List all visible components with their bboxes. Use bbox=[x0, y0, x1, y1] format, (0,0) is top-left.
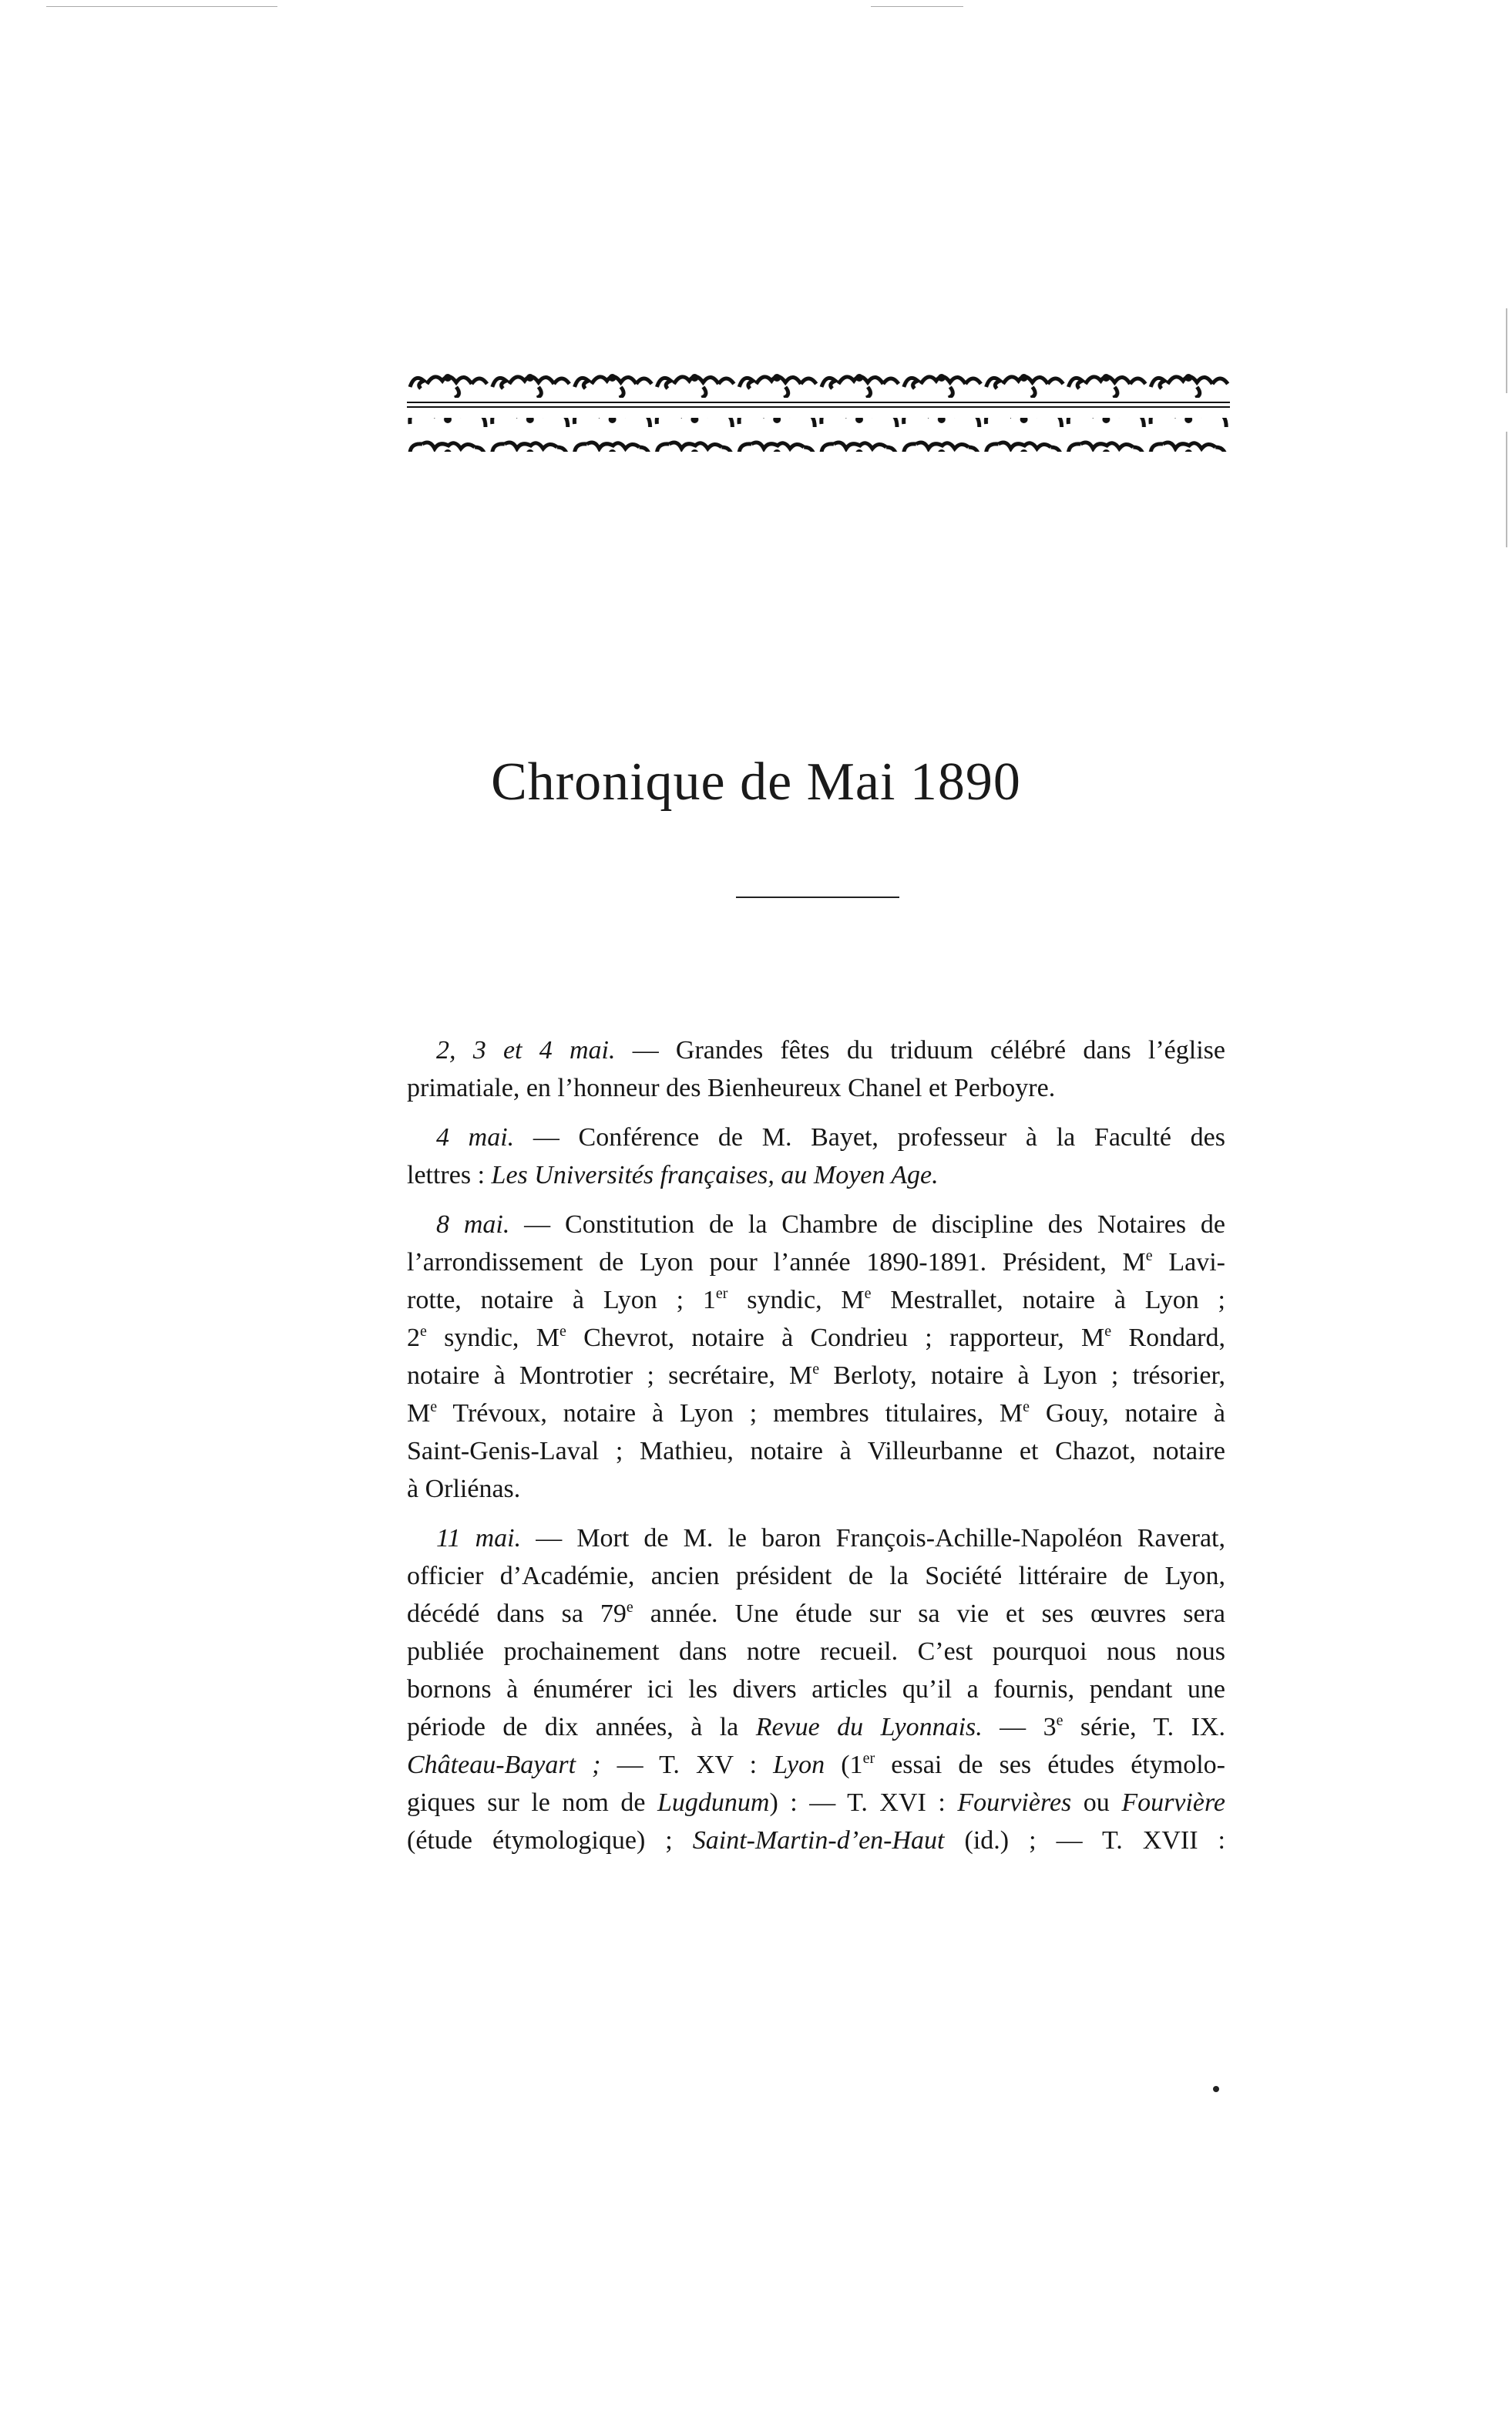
text-run: Lavi- bbox=[1152, 1248, 1225, 1277]
text-run: Saint-Genis-Laval ; Mathieu, notaire à Villeurbanne et Chazot, notaire bbox=[407, 1437, 1225, 1465]
scan-edge-line bbox=[1506, 308, 1507, 393]
text-run: — 3 bbox=[982, 1713, 1057, 1741]
text-line bbox=[407, 1243, 1225, 1281]
text-line bbox=[407, 1670, 1225, 1708]
italic-text: 11 mai. bbox=[436, 1524, 522, 1553]
text-run: giques sur le nom de bbox=[407, 1788, 657, 1817]
text-run: (1 bbox=[825, 1751, 863, 1779]
text-run: notaire à Montrotier ; secrétaire, M bbox=[407, 1361, 813, 1390]
scan-edge-line bbox=[871, 6, 963, 7]
text-line bbox=[407, 1069, 1225, 1107]
text-line bbox=[407, 1746, 1225, 1784]
superscript-text: e bbox=[1056, 1712, 1063, 1729]
text-run: (étude étymologique) ; bbox=[407, 1826, 693, 1855]
italic-text: Saint-Martin-d’en-Haut bbox=[692, 1826, 945, 1855]
scan-edge-line bbox=[46, 6, 277, 7]
text-line bbox=[407, 1708, 1225, 1746]
text-run: à Orliénas. bbox=[407, 1475, 521, 1503]
text-run: rotte, notaire à Lyon ; 1 bbox=[407, 1286, 716, 1314]
chronicle-entry bbox=[407, 1206, 1225, 1508]
text-run: lettres : bbox=[407, 1161, 492, 1189]
italic-text: Lyon bbox=[773, 1751, 825, 1779]
text-line bbox=[407, 1595, 1225, 1633]
text-run: syndic, M bbox=[727, 1286, 865, 1314]
text-run: M bbox=[407, 1399, 431, 1428]
text-run: année. Une étude sur sa vie et ses œuvres sera bbox=[633, 1600, 1225, 1628]
scan-edge-line bbox=[1506, 432, 1507, 547]
superscript-text: e bbox=[812, 1361, 820, 1378]
chronicle-entry bbox=[407, 1119, 1225, 1194]
text-run: Berloty, notaire à Lyon ; trésorier, bbox=[819, 1361, 1225, 1390]
chronicle-entry bbox=[407, 1519, 1225, 1859]
text-run: bornons à énumérer ici les divers articles qu’il a fournis, pendant une bbox=[407, 1675, 1225, 1704]
italic-text: Les Universités françaises, au Moyen Age. bbox=[491, 1161, 939, 1189]
text-run: — Grandes fêtes du triduum célébré dans l’église bbox=[615, 1036, 1225, 1065]
chronicle-entry bbox=[407, 1031, 1225, 1107]
superscript-text: e bbox=[864, 1285, 872, 1302]
text-line bbox=[407, 1031, 1225, 1069]
text-run: 2 bbox=[407, 1324, 420, 1352]
superscript-text: er bbox=[715, 1285, 728, 1302]
text-run: — Conférence de M. Bayet, professeur à la Faculté des bbox=[514, 1123, 1225, 1152]
text-run: primatiale, en l’honneur des Bienheureux Chanel et Perboyre. bbox=[407, 1074, 1056, 1102]
text-run: Gouy, notaire à bbox=[1030, 1399, 1225, 1428]
superscript-text: e bbox=[430, 1398, 438, 1415]
text-line bbox=[407, 1470, 1225, 1508]
italic-text: 4 mai. bbox=[436, 1123, 515, 1152]
text-line bbox=[407, 1557, 1225, 1595]
superscript-text: e bbox=[559, 1323, 566, 1340]
text-run: Chevrot, notaire à Condrieu ; rapporteur, M bbox=[566, 1324, 1105, 1352]
text-run: officier d’Académie, ancien président de la Société littéraire de Lyon, bbox=[407, 1562, 1225, 1590]
text-line bbox=[407, 1519, 1225, 1557]
text-run: décédé dans sa 79 bbox=[407, 1600, 627, 1628]
superscript-text: e bbox=[1145, 1247, 1153, 1264]
title-rule-divider bbox=[736, 897, 899, 898]
text-line bbox=[407, 1206, 1225, 1243]
text-line bbox=[407, 1156, 1225, 1194]
text-run: — T. XV : bbox=[600, 1751, 774, 1779]
text-run: — Constitution de la Chambre de discipline des Notaires de bbox=[509, 1210, 1226, 1239]
text-run: Mestrallet, notaire à Lyon ; bbox=[871, 1286, 1226, 1314]
italic-text: 2, 3 et 4 mai. bbox=[436, 1036, 616, 1065]
italic-text: Lugdunum bbox=[657, 1788, 770, 1817]
superscript-text: e bbox=[626, 1599, 633, 1616]
text-line bbox=[407, 1357, 1225, 1394]
text-run: (id.) ; — T. XVII : bbox=[944, 1826, 1225, 1855]
decorative-ornament-band bbox=[407, 367, 1230, 459]
superscript-text: er bbox=[862, 1750, 875, 1767]
text-run: ) : — T. XVI : bbox=[769, 1788, 958, 1817]
italic-text: Revue du Lyonnais. bbox=[755, 1713, 983, 1741]
italic-text: Fourvières bbox=[957, 1788, 1072, 1817]
text-run: publiée prochainement dans notre recueil. C’est pourquoi nous nous bbox=[407, 1637, 1225, 1666]
text-run: Trévoux, notaire à Lyon ; membres titulaires, M bbox=[437, 1399, 1023, 1428]
text-run: — Mort de M. le baron François-Achille-Napoléon Raverat, bbox=[521, 1524, 1225, 1553]
text-line bbox=[407, 1119, 1225, 1156]
italic-text: Fourvière bbox=[1121, 1788, 1226, 1817]
text-run: série, T. IX. bbox=[1063, 1713, 1225, 1741]
text-line bbox=[407, 1633, 1225, 1670]
italic-text: 8 mai. bbox=[436, 1210, 510, 1239]
text-line bbox=[407, 1319, 1225, 1357]
text-run: Rondard, bbox=[1111, 1324, 1226, 1352]
text-run: essai de ses études étymolo- bbox=[875, 1751, 1225, 1779]
text-line bbox=[407, 1784, 1225, 1822]
text-run: l’arrondissement de Lyon pour l’année 1890-1891. Président, M bbox=[407, 1248, 1146, 1277]
text-line bbox=[407, 1281, 1225, 1319]
superscript-text: e bbox=[420, 1323, 427, 1340]
text-run: ou bbox=[1071, 1788, 1122, 1817]
superscript-text: e bbox=[1023, 1398, 1030, 1415]
text-line bbox=[407, 1822, 1225, 1859]
chronicle-body-text bbox=[407, 1031, 1225, 1871]
page-title: Chronique de Mai 1890 bbox=[491, 752, 1021, 812]
superscript-text: e bbox=[1104, 1323, 1112, 1340]
text-line bbox=[407, 1394, 1225, 1432]
text-line bbox=[407, 1432, 1225, 1470]
ink-dot-mark bbox=[1213, 2086, 1219, 2092]
italic-text: Château-Bayart ; bbox=[407, 1751, 601, 1779]
text-run: période de dix années, à la bbox=[407, 1713, 756, 1741]
text-run: syndic, M bbox=[426, 1324, 559, 1352]
